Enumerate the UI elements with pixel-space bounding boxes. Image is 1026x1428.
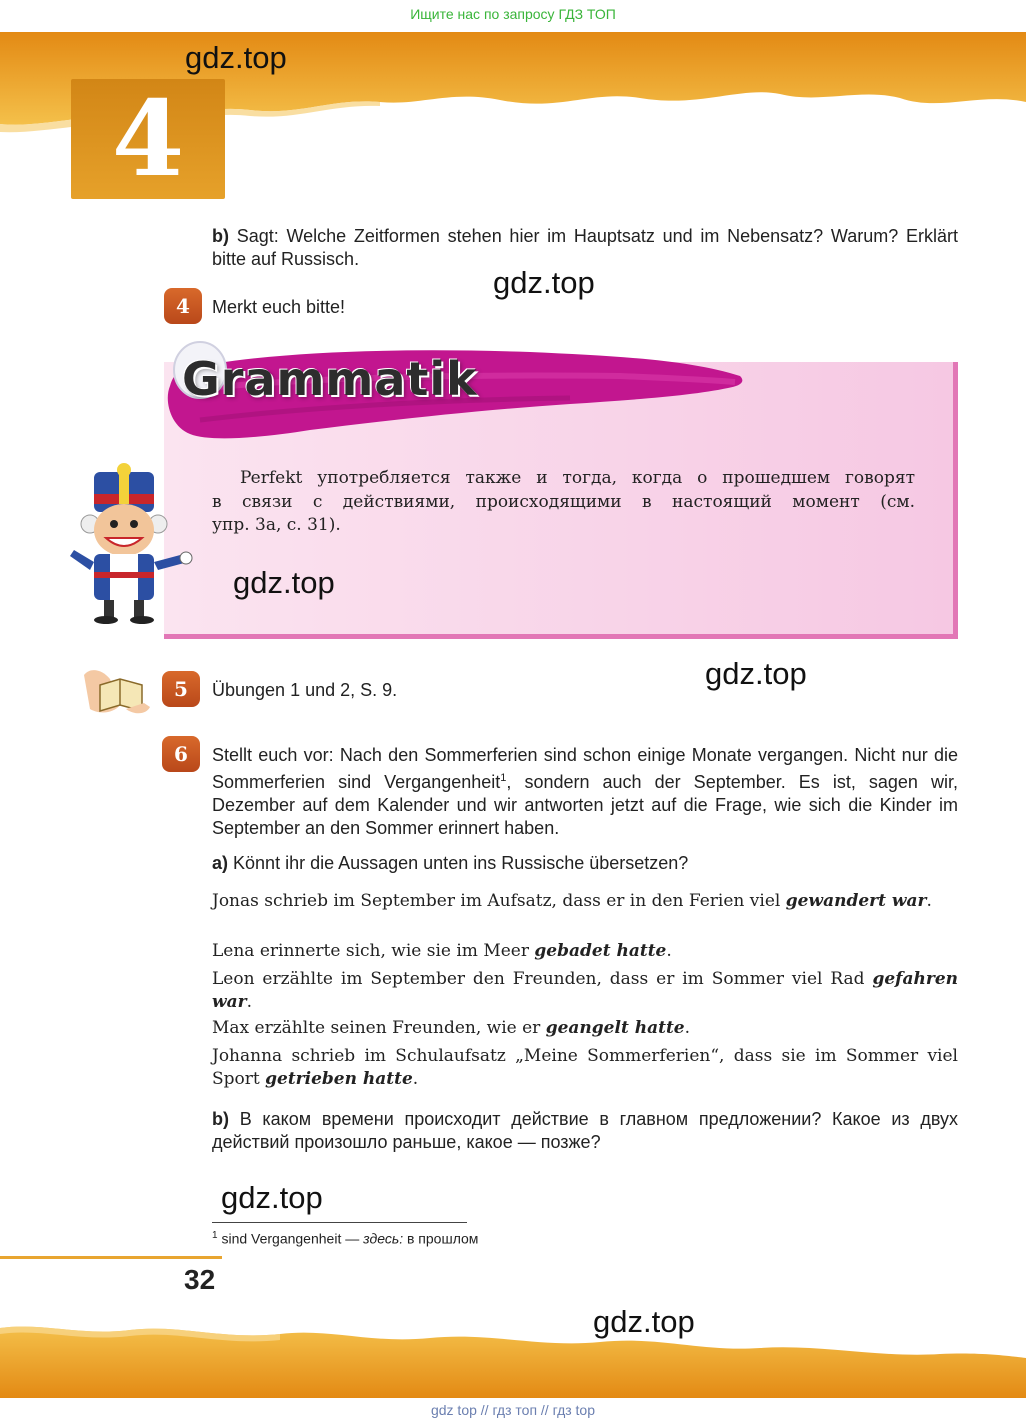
exercise-6a-text: Könnt ihr die Aussagen unten ins Russische übersetzen? — [233, 853, 689, 873]
sentence-2-text: Lena erinnerte sich, wie sie im Meer — [212, 941, 535, 961]
footnote-mark: 1 — [212, 1230, 218, 1241]
footnote-divider — [212, 1222, 467, 1223]
exercise-6-intro-part1: Stellt euch vor: Nach den Sommerferien sind schon einige Monate vergangen. Nicht nur die Sommerferien sind Vergangenheit — [212, 745, 958, 792]
section-b-text: Sagt: Welche Zeitformen stehen hier im Hauptsatz und im Nebensatz? Warum? Erklärt bitte auf Russisch. — [212, 226, 958, 269]
footnote — [212, 1230, 478, 1247]
footnote-term: sind Vergangenheit — — [221, 1230, 360, 1247]
sentence-4-verb: geangelt hatte — [545, 1018, 685, 1038]
footnote-mark-ref: 1 — [500, 772, 507, 784]
exercise-6a-label: a) — [212, 853, 229, 873]
exercise-6a-question — [212, 852, 688, 875]
sentence-1-text: Jonas schrieb im September im Aufsatz, dass er in den Ferien viel — [212, 891, 786, 911]
watermark-6: gdz.top — [593, 1304, 695, 1339]
sentence-4-text: Max erzählte seinen Freunden, wie er — [212, 1018, 546, 1038]
chapter-number-box — [71, 79, 225, 199]
watermark-4: gdz.top — [705, 656, 807, 691]
exercise-4-badge: 4 — [164, 288, 202, 324]
sentence-4-end: . — [684, 1018, 691, 1038]
watermark-5: gdz.top — [221, 1180, 323, 1215]
sentence-3-text: Leon erzählte im September den Freunden, dass er im Sommer viel Rad — [212, 969, 873, 989]
sentence-2-end: . — [666, 941, 672, 961]
exercise-6b-question — [212, 1108, 958, 1154]
sentence-2 — [212, 940, 958, 963]
sentence-5 — [212, 1045, 958, 1091]
sentence-2-verb: gebadet hatte — [534, 941, 667, 961]
grammar-line-2: в связи с действиями, происходящими в настоящий момент (см. — [212, 492, 915, 512]
exercise-6-badge: 6 — [162, 736, 200, 772]
nutcracker-illustration — [66, 462, 196, 626]
exercise-5-text: Übungen 1 und 2, S. 9. — [212, 680, 398, 700]
chapter-number: 4 — [111, 77, 185, 200]
sentence-3-verb: gefahren war — [212, 969, 958, 1012]
exercise-6-intro-part2: , sondern auch der September. Es ist, sagen wir, Dezember auf dem Kalender und wir antworten jetzt auf die Frage, wie sich die Kinder im September an den Sommer erinnert haben. — [212, 772, 958, 838]
section-b-label: b) — [212, 226, 229, 246]
exercise-6-intro — [212, 744, 958, 840]
grammar-title: Grammatik — [182, 352, 478, 406]
sentence-5-text: Johanna schrieb im Schulaufsatz „Meine Sommerferien“, dass sie im Sommer viel Sport — [212, 1046, 958, 1089]
exercise-6b-text: В каком времени происходит действие в главном предложении? Какое из двух действий произошло раньше, какое — позже? — [212, 1109, 958, 1152]
sentence-3-end: . — [246, 992, 253, 1012]
exercise-6b-label: b) — [212, 1109, 229, 1129]
grammar-line-1: Perfekt употребляется также и тогда, когда о прошедшем говорят — [240, 468, 915, 488]
watermark-1: gdz.top — [185, 40, 287, 75]
bottom-orange-band — [0, 1318, 1026, 1398]
sentence-1-end: . — [926, 891, 932, 911]
footnote-italic: здесь: — [363, 1230, 404, 1247]
sentence-1-verb: gewandert war — [785, 891, 927, 911]
exercise-5-badge: 5 — [162, 671, 200, 707]
top-search-hint[interactable]: Ищите нас по запросу ГДЗ ТОП — [410, 6, 616, 22]
sentence-3 — [212, 968, 958, 1014]
page-number: 32 — [184, 1264, 216, 1295]
page-number-line — [0, 1256, 222, 1259]
watermark-3: gdz.top — [233, 565, 335, 600]
book-hand-icon — [80, 665, 152, 719]
exercise-4-text: Merkt euch bitte! — [212, 297, 346, 317]
sentence-1 — [212, 890, 958, 913]
bottom-links[interactable]: gdz top // гдз топ // гдз top — [430, 1402, 596, 1418]
sentence-5-verb: getrieben hatte — [265, 1069, 413, 1089]
watermark-2: gdz.top — [493, 265, 595, 300]
sentence-4 — [212, 1017, 958, 1040]
sentence-5-end: . — [412, 1069, 419, 1089]
grammar-line-3: упр. 3a, с. 31). — [212, 515, 341, 535]
footnote-text: в прошлом — [406, 1230, 479, 1247]
